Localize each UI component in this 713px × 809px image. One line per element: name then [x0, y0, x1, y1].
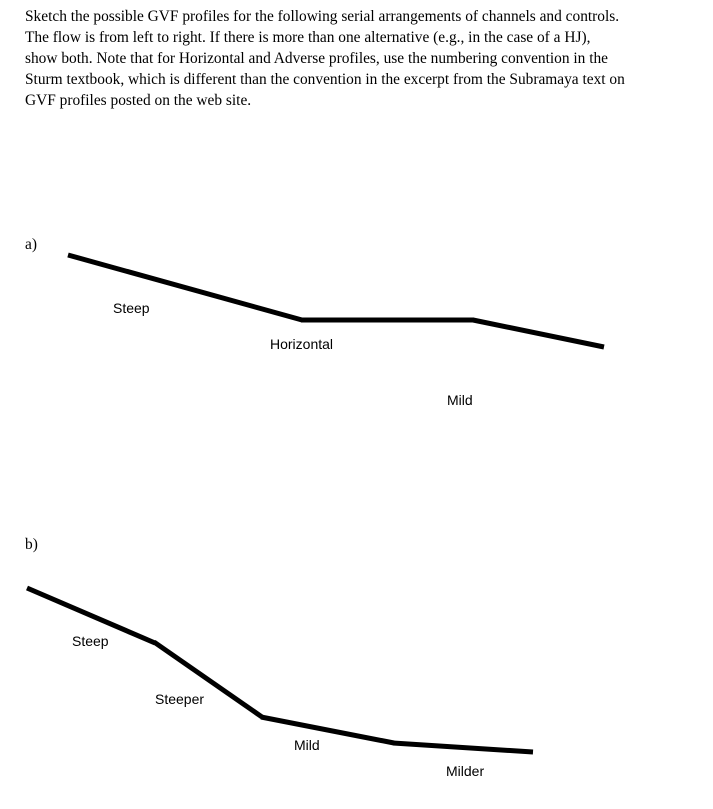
part-b-milder-bed — [393, 743, 533, 752]
part-b-steeper-label: Steeper — [155, 691, 205, 707]
part-a-mild-label: Mild — [447, 392, 473, 408]
instructions-line: Sketch the possible GVF profiles for the following serial arrangements of channels and controls. — [25, 8, 620, 25]
part-b-milder-label: Milder — [446, 763, 485, 779]
part-b-steep-label: Steep — [72, 633, 109, 649]
part-a-horizontal-label: Horizontal — [270, 336, 334, 352]
part-b-mild-label: Mild — [294, 737, 320, 753]
part-a-mild-bed — [473, 320, 604, 347]
part-b-channel-bed — [27, 588, 533, 752]
part-b-label: b) — [25, 536, 38, 553]
part-b-mild-bed — [261, 717, 394, 743]
instructions-line: The flow is from left to right. If there is more than one alternative (e.g., in the case of a HJ), — [25, 29, 591, 46]
instructions-line: show both. Note that for Horizontal and Adverse profiles, use the numbering convention in the — [25, 50, 609, 67]
instructions-line: GVF profiles posted on the web site. — [25, 92, 252, 109]
part-a-steep-bed — [68, 255, 302, 320]
instructions-line: Sturm textbook, which is different than the convention in the excerpt from the Subramaya text on — [25, 71, 625, 88]
part-a-steep-label: Steep — [113, 300, 150, 316]
part-a-label: a) — [25, 236, 37, 253]
